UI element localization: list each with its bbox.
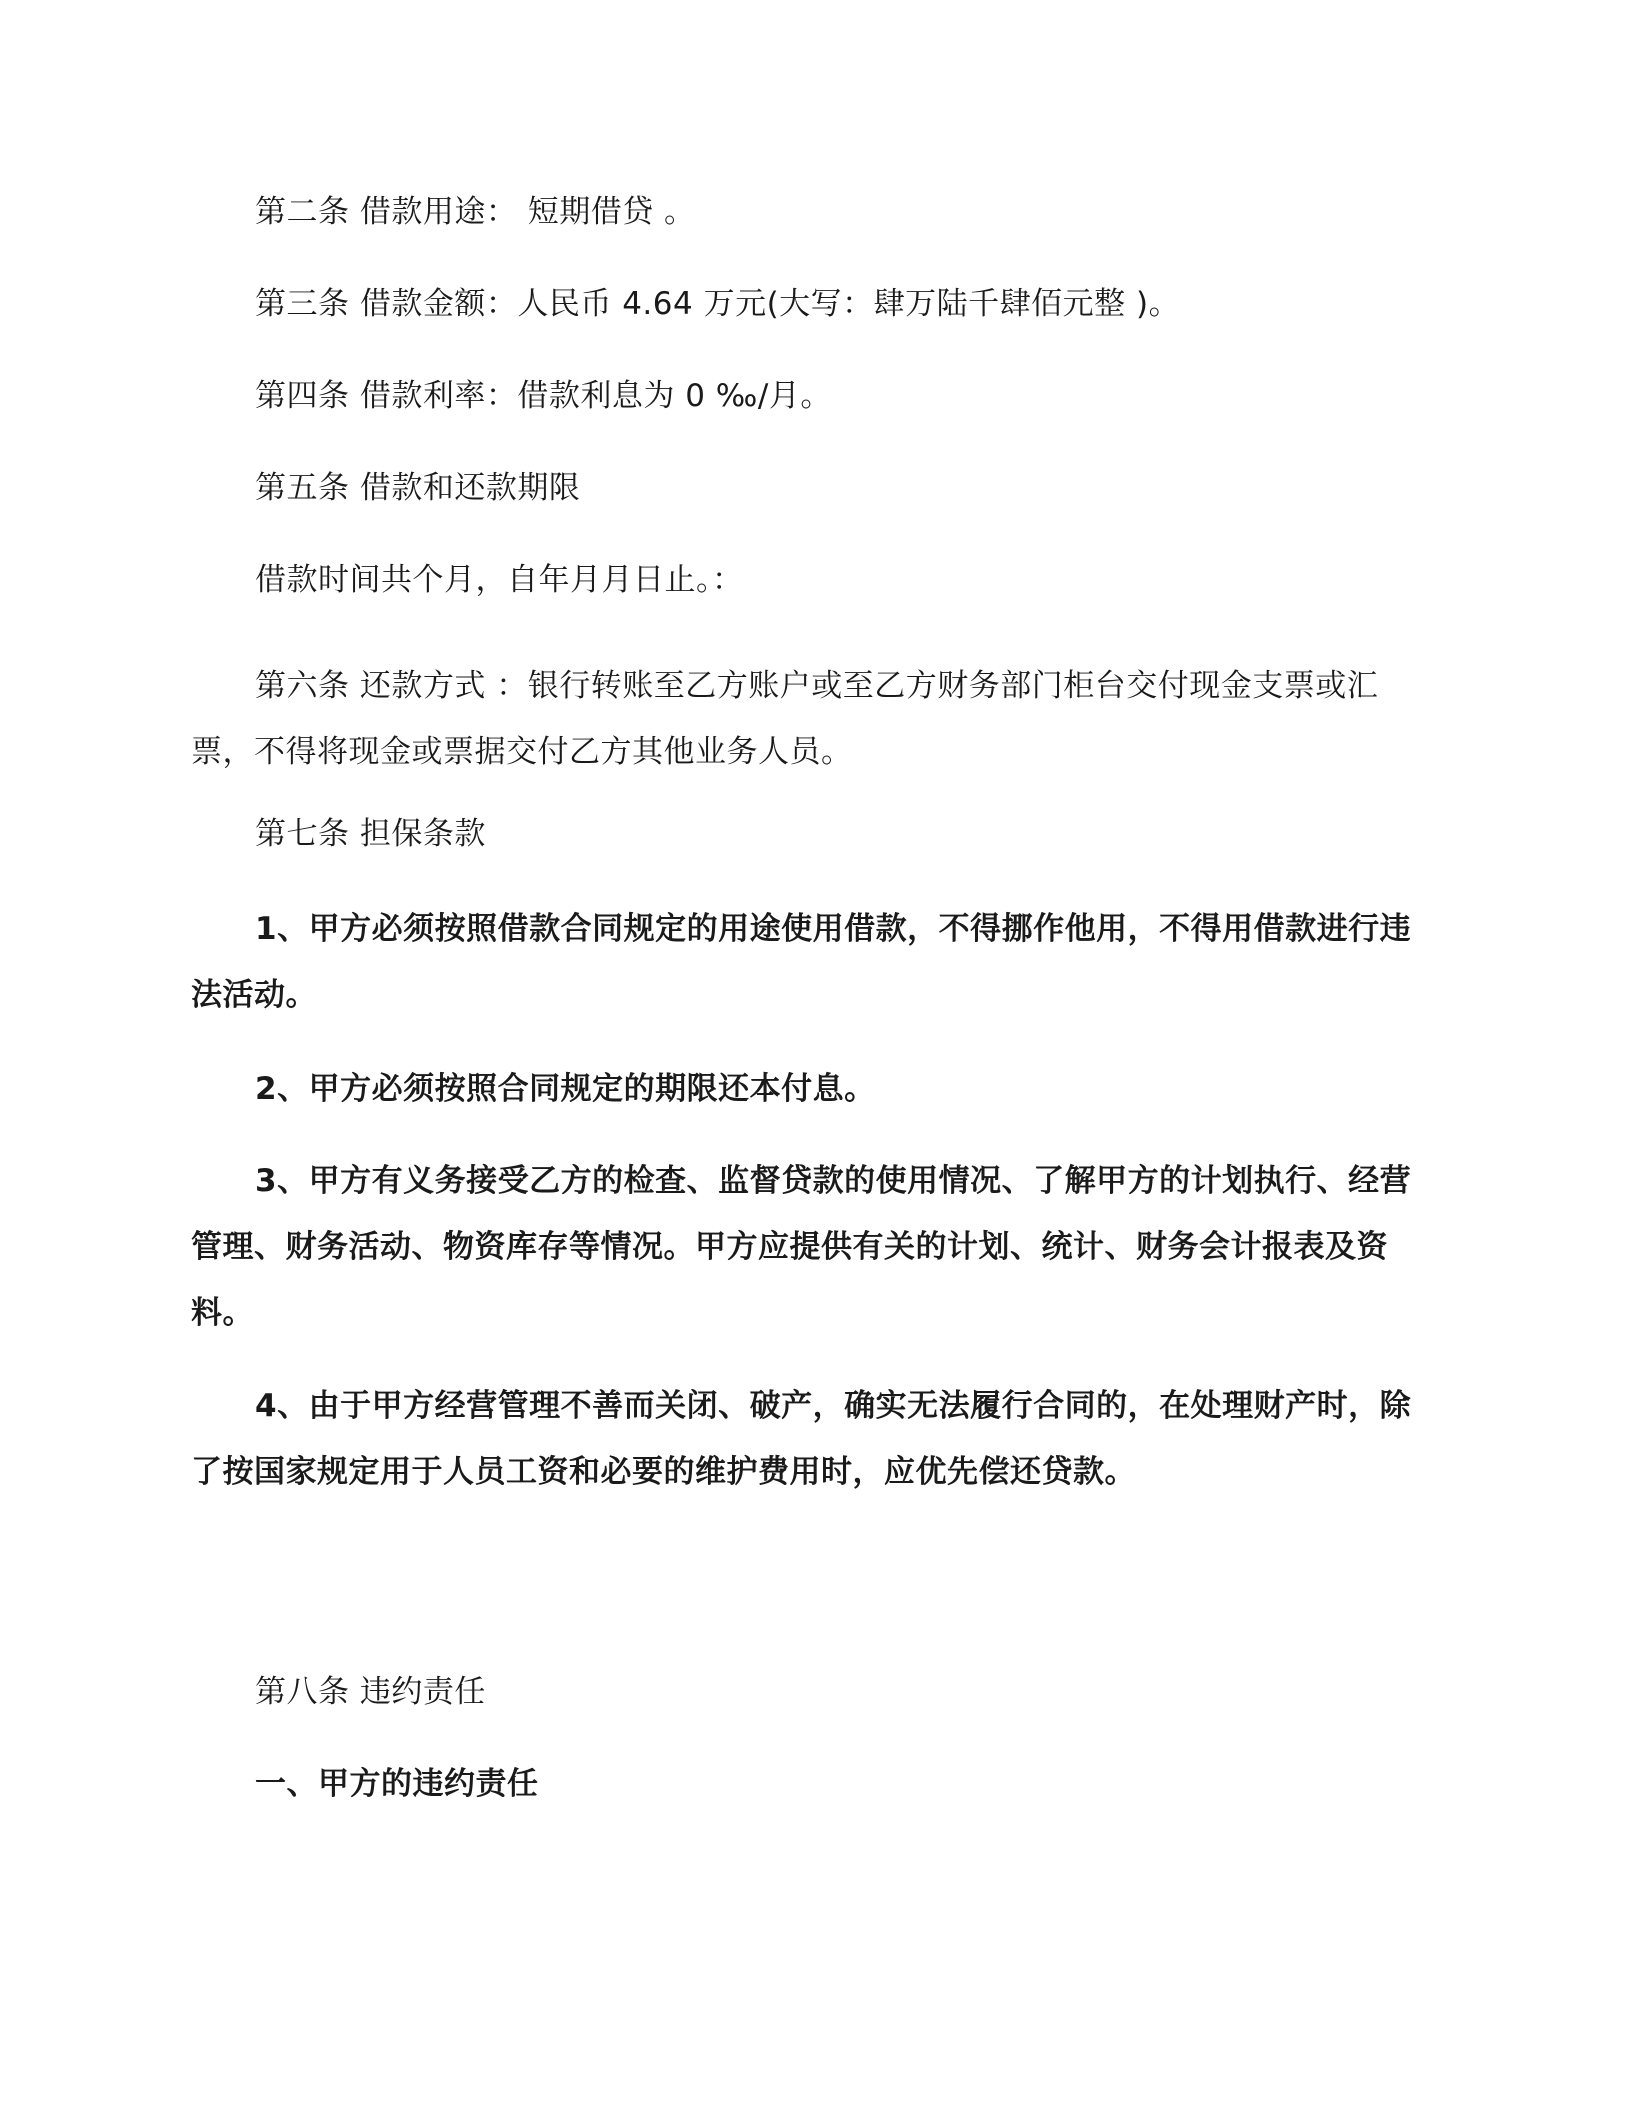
article-7-item-1: 1、甲方必须按照借款合同规定的用途使用借款，不得挪作他用，不得用借款进行违法活动。	[191, 911, 1412, 1013]
article-2-purpose: 第二条 借款用途： 短期借贷 。	[255, 194, 696, 230]
article-5-body: 借款时间共个月，自年月月日止。：	[255, 562, 744, 598]
article-8-subsection-1: 一、甲方的违约责任	[255, 1766, 539, 1802]
article-6-repayment: 第六条 还款方式 ：银行转账至乙方账户或至乙方财务部门柜台交付现金支票或汇票，不得将现金或票据交付乙方其他业务人员。	[191, 668, 1379, 770]
article-5-title: 第五条 借款和还款期限	[255, 470, 581, 506]
article-3-amount: 第三条 借款金额：人民币 4.64 万元(大写：肆万陆千肆佰元整 )。	[255, 286, 1181, 322]
article-7-item-3: 3、甲方有义务接受乙方的检查、监督贷款的使用情况、了解甲方的计划执行、经营管理、财务活动、物资库存等情况。甲方应提供有关的计划、统计、财务会计报表及资料。	[191, 1163, 1412, 1331]
article-8-title: 第八条 违约责任	[255, 1674, 486, 1710]
article-4-interest-rate: 第四条 借款利率：借款利息为 0 ‰/月。	[255, 378, 832, 414]
article-7-title: 第七条 担保条款	[255, 816, 486, 852]
article-7-item-2: 2、甲方必须按照合同规定的期限还本付息。	[255, 1071, 876, 1107]
article-7-item-4: 4、由于甲方经营管理不善而关闭、破产，确实无法履行合同的，在处理财产时，除了按国家规定用于人员工资和必要的维护费用时，应优先偿还贷款。	[191, 1388, 1412, 1490]
